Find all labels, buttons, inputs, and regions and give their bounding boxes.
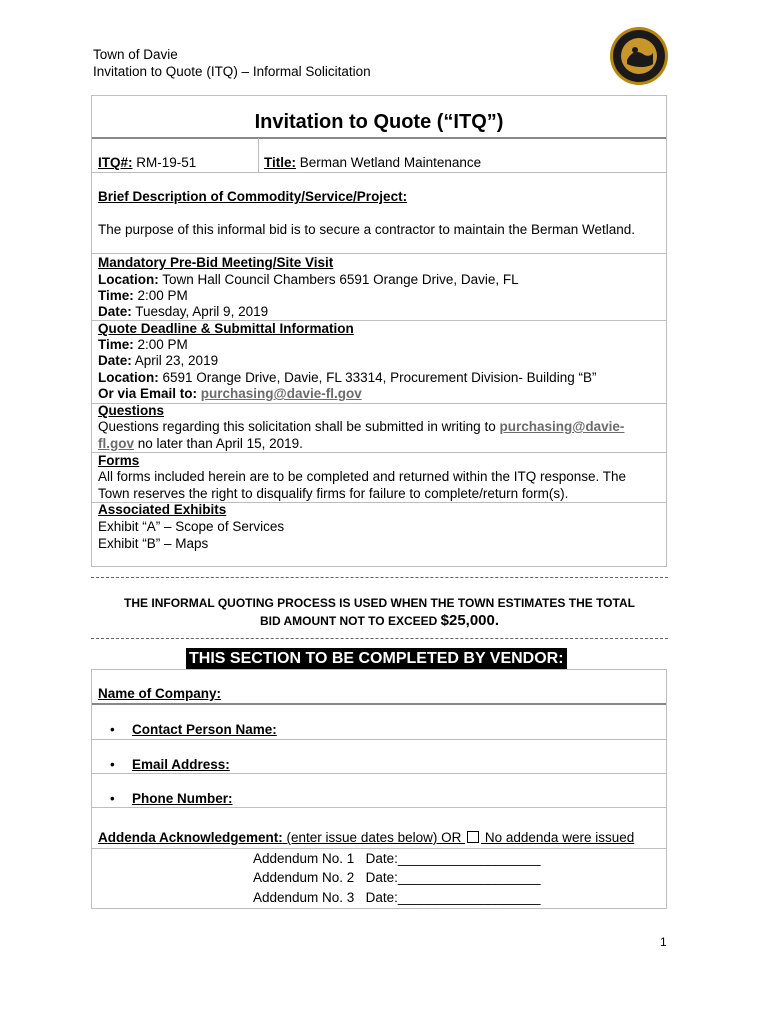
page-number: 1 bbox=[660, 935, 667, 949]
deadline-location: Location: 6591 Orange Drive, Davie, FL 33314, Procurement Division- Building “B” bbox=[98, 370, 597, 385]
prebid-heading: Mandatory Pre-Bid Meeting/Site Visit bbox=[98, 255, 334, 270]
itq-info-box bbox=[91, 95, 667, 567]
project-title: Title: Berman Wetland Maintenance bbox=[264, 155, 482, 170]
header-org: Town of Davie bbox=[93, 47, 178, 62]
deadline-email: Or via Email to: purchasing@davie-fl.gov bbox=[98, 386, 362, 401]
addendum-2-row[interactable]: Addendum No. 2 Date:___________________ bbox=[253, 870, 541, 885]
exhibit-item: Exhibit “A” – Scope of Services bbox=[98, 519, 285, 534]
document-header bbox=[93, 46, 371, 80]
exhibit-item: Exhibit “B” – Maps bbox=[98, 536, 209, 551]
questions-text-line1: Questions regarding this solicitation shall be submitted in writing to purchasing@davie- bbox=[98, 419, 625, 434]
forms-text-line1: All forms included herein are to be completed and returned within the ITQ response. The bbox=[98, 469, 627, 484]
prebid-location: Location: Town Hall Council Chambers 6591 Orange Drive, Davie, FL bbox=[98, 272, 519, 287]
addendum-3-row[interactable]: Addendum No. 3 Date:___________________ bbox=[253, 890, 541, 905]
no-addenda-checkbox[interactable] bbox=[467, 831, 479, 843]
town-seal-logo bbox=[609, 26, 669, 86]
description-heading: Brief Description of Commodity/Service/Project: bbox=[98, 189, 408, 204]
deadline-time: Time: 2:00 PM bbox=[98, 337, 188, 352]
vendor-form-box bbox=[91, 669, 667, 909]
description-text: The purpose of this informal bid is to secure a contractor to maintain the Berman Wetland. bbox=[98, 222, 636, 237]
addenda-acknowledgement: Addenda Acknowledgement: (enter issue dates below) OR No addenda were issued bbox=[98, 830, 635, 845]
deadline-heading: Quote Deadline & Submittal Information bbox=[98, 321, 354, 336]
questions-email-link-part2[interactable]: fl.gov bbox=[98, 436, 134, 451]
notice-line2: BID AMOUNT NOT TO EXCEED $25,000. bbox=[259, 612, 500, 629]
document-title: Invitation to Quote (“ITQ”) bbox=[254, 111, 504, 133]
questions-email-link-part1[interactable]: purchasing@davie- bbox=[499, 419, 625, 434]
questions-text-line2: fl.gov no later than April 15, 2019. bbox=[98, 436, 303, 451]
prebid-time: Time: 2:00 PM bbox=[98, 288, 188, 303]
vendor-section-heading: THIS SECTION TO BE COMPLETED BY VENDOR: bbox=[186, 648, 567, 669]
notice-line1: THE INFORMAL QUOTING PROCESS IS USED WHEN THE TOWN ESTIMATES THE TOTAL bbox=[124, 596, 635, 610]
divider bbox=[91, 638, 668, 639]
questions-heading: Questions bbox=[98, 403, 165, 418]
addendum-1-row[interactable]: Addendum No. 1 Date:___________________ bbox=[253, 851, 541, 866]
header-doc-type: Invitation to Quote (ITQ) – Informal Solicitation bbox=[93, 64, 371, 79]
forms-heading: Forms bbox=[98, 453, 140, 468]
itq-number: ITQ#: RM-19-51 bbox=[98, 155, 197, 170]
divider bbox=[91, 577, 668, 578]
deadline-date: Date: April 23, 2019 bbox=[98, 353, 219, 368]
prebid-date: Date: Tuesday, April 9, 2019 bbox=[98, 304, 269, 319]
email-address-field[interactable]: • Email Address: bbox=[110, 757, 230, 772]
purchasing-email-link[interactable]: purchasing@davie-fl.gov bbox=[200, 386, 362, 401]
company-name-field[interactable]: Name of Company: bbox=[98, 686, 222, 701]
bullet-icon: • bbox=[110, 791, 115, 806]
bullet-icon: • bbox=[110, 757, 115, 772]
forms-text-line2: Town reserves the right to disqualify firms for failure to complete/return form(s). bbox=[98, 486, 569, 501]
exhibits-heading: Associated Exhibits bbox=[98, 502, 227, 517]
bullet-icon: • bbox=[110, 722, 115, 737]
phone-number-field[interactable]: • Phone Number: bbox=[110, 791, 233, 806]
contact-person-field[interactable]: • Contact Person Name: bbox=[110, 722, 277, 737]
